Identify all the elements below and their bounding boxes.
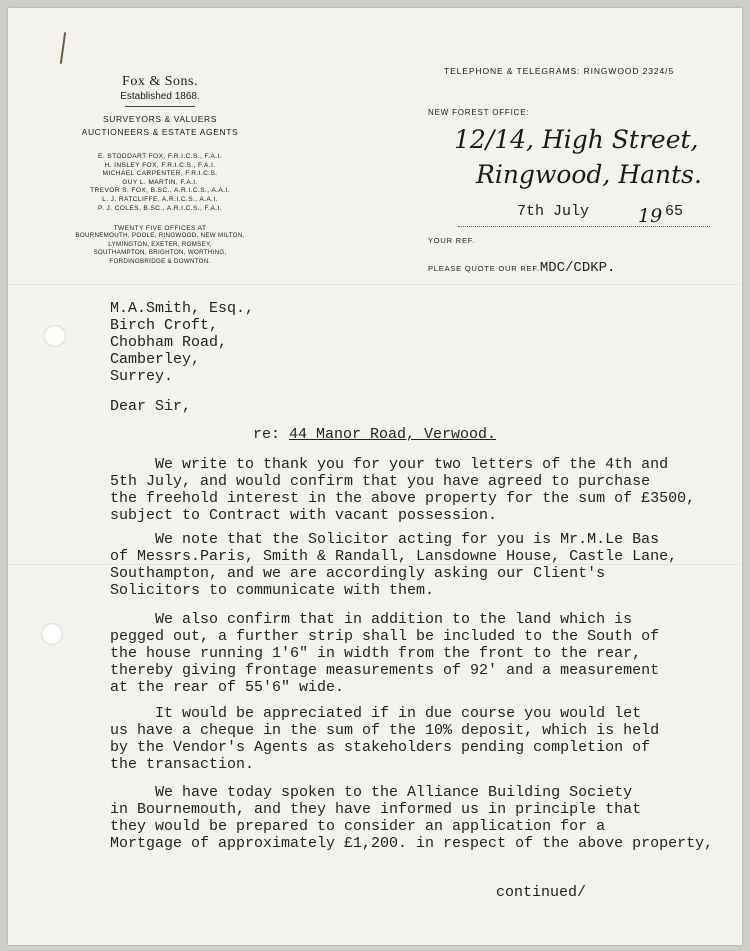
telephone-line: TELEPHONE & TELEGRAMS: RINGWOOD 2324/5 (444, 66, 675, 76)
recipient-line: M.A.Smith, Esq., (110, 300, 255, 317)
recipient-line: Chobham Road, (110, 334, 228, 351)
continued-marker: continued/ (496, 884, 587, 901)
recipient-address (110, 300, 254, 385)
body-line: pegged out, a further strip shall be included to the South of (110, 628, 660, 645)
punch-hole (41, 623, 63, 645)
office-line: LYMINGTON, EXETER, ROMSEY, (108, 240, 212, 248)
body-line: by the Vendor's Agents as stakeholders pending completion of (110, 739, 651, 756)
date-day-month: 7th July (517, 203, 590, 220)
body-line: Solicitors to communicate with them. (110, 582, 435, 599)
letter-page (8, 8, 742, 945)
body-line: Southampton, and we are accordingly asking our Client's (110, 565, 606, 582)
office-label: NEW FOREST OFFICE: (428, 108, 530, 117)
your-ref-label: YOUR REF. (428, 236, 476, 245)
firm-name: Fox & Sons. (122, 74, 198, 89)
body-line: It would be appreciated if in due course you would let (110, 705, 642, 722)
office-address-line: 12/14, High Street, (454, 125, 699, 154)
partner-line: H. INSLEY FOX, F.R.I.C.S., F.A.I. (104, 161, 216, 169)
body-line: We write to thank you for your two letters of the 4th and (110, 456, 669, 473)
service-line: AUCTIONEERS & ESTATE AGENTS (81, 127, 239, 137)
body-line: subject to Contract with vacant possession. (110, 507, 498, 524)
body-line: at the rear of 55'6" wide. (110, 679, 345, 696)
partner-line: TREVOR S. FOX, B.SC., A.R.I.C.S., A.A.I. (90, 187, 230, 195)
offices-list (60, 232, 260, 266)
body-line: Mortgage of approximately £1,200. in respect of the above property, (110, 835, 714, 852)
office-address-line: Ringwood, Hants. (476, 160, 702, 189)
partner-line: MICHAEL CARPENTER, F.R.I.C.S. (102, 170, 218, 178)
body-line: thereby giving frontage measurements of 92' and a measurement (110, 662, 660, 679)
our-ref (428, 260, 615, 276)
body-line: We have today spoken to the Alliance Building Society (110, 784, 633, 801)
letter-date (458, 203, 710, 227)
date-year-suffix: 65 (665, 203, 684, 220)
body-line: they would be prepared to consider an application for a (110, 818, 606, 835)
body-line: We note that the Solicitor acting for you is Mr.M.Le Bas (110, 531, 660, 548)
partner-line: L. J. RATCLIFFE, A.R.I.C.S., A.A.I. (102, 195, 218, 203)
body-line: the house running 1'6" in width from the front to the rear, (110, 645, 642, 662)
pen-mark (60, 32, 66, 64)
our-ref-value: MDC/CDKP. (539, 260, 616, 276)
recipient-line: Birch Croft, (110, 317, 219, 334)
body-paragraph (110, 456, 695, 524)
services-list (60, 113, 260, 139)
partner-line: GUY L. MARTIN, F.A.I. (122, 178, 198, 186)
body-line: 5th July, and would confirm that you have agreed to purchase (110, 473, 651, 490)
body-line: We also confirm that in addition to the land which is (110, 611, 633, 628)
body-paragraph (110, 784, 713, 852)
subject-prefix: re: (253, 426, 290, 443)
recipient-line: Surrey. (110, 368, 174, 385)
letterhead-firm-block (60, 74, 260, 267)
established-line: Established 1868. (120, 91, 200, 102)
punch-hole (44, 325, 66, 347)
date-dotted-rule (458, 226, 710, 227)
fold-line (8, 284, 742, 285)
body-line: in Bournemouth, and they have informed us in principle that (110, 801, 642, 818)
offices-label: TWENTY FIVE OFFICES AT (113, 225, 207, 233)
body-paragraph (110, 611, 659, 696)
office-line: BOURNEMOUTH, POOLE, RINGWOOD, NEW MILTON, (75, 232, 245, 240)
quote-ref-label: PLEASE QUOTE OUR REF. (428, 264, 540, 273)
subject-property: 44 Manor Road, Verwood. (289, 426, 497, 443)
recipient-line: Camberley, (110, 351, 201, 368)
subject-line (253, 426, 496, 443)
service-line: SURVEYORS & VALUERS (102, 114, 218, 124)
partner-line: P. J. COLES, B.SC., A.R.I.C.S., F.A.I. (98, 204, 222, 212)
body-paragraph (110, 705, 659, 773)
salutation: Dear Sir, (110, 398, 192, 415)
body-line: of Messrs.Paris, Smith & Randall, Lansdowne House, Castle Lane, (110, 548, 678, 565)
partner-line: E. STODDART FOX, F.R.I.C.S., F.A.I. (98, 153, 222, 160)
divider (125, 106, 195, 107)
date-year-prefix: 19 (638, 205, 663, 227)
office-line: FORDINGBRIDGE & DOWNTON. (109, 257, 211, 265)
partners-list (60, 153, 260, 213)
body-line: us have a cheque in the sum of the 10% deposit, which is held (110, 722, 660, 739)
body-line: the transaction. (110, 756, 255, 773)
office-line: SOUTHAMPTON, BRIGHTON, WORTHING, (93, 249, 227, 257)
body-paragraph (110, 531, 677, 599)
body-line: the freehold interest in the above property for the sum of £3500, (110, 490, 696, 507)
